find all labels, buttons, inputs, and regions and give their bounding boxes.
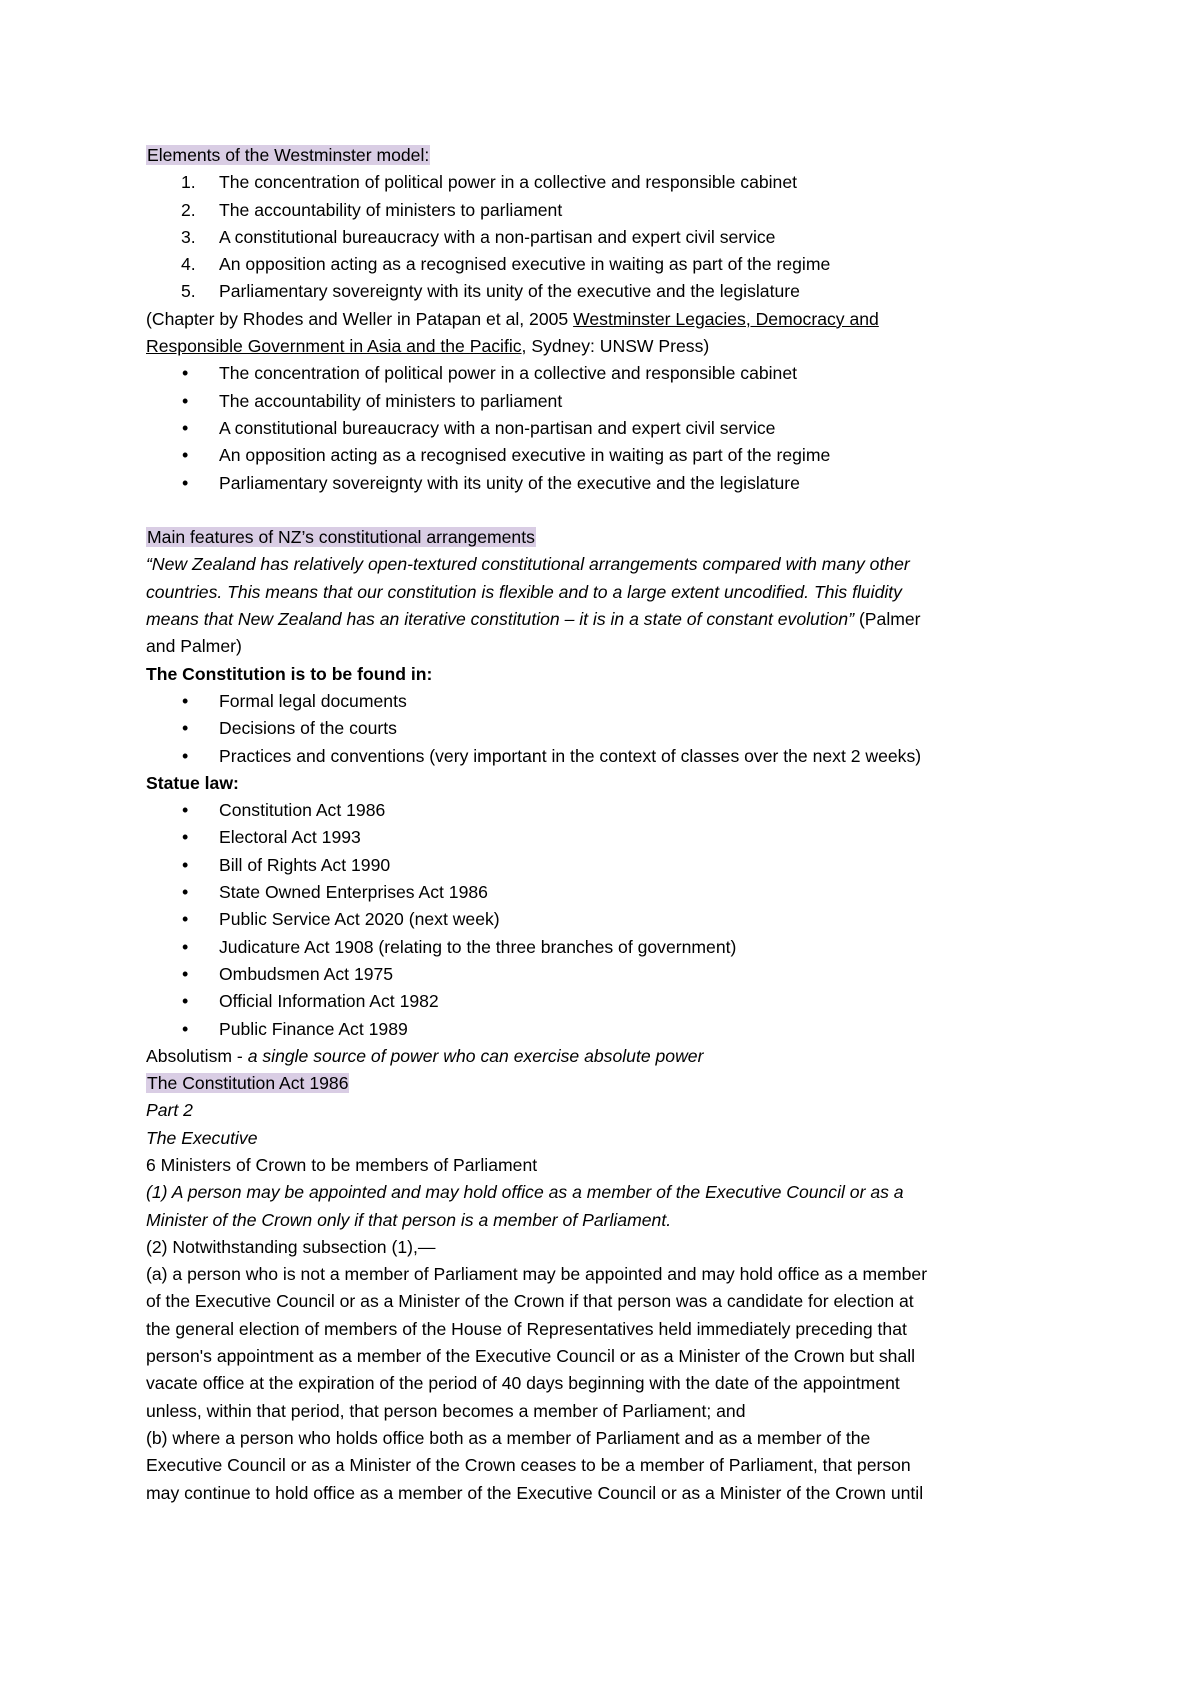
westminster-heading-line (146, 142, 1066, 169)
citation-line-2 (146, 333, 1066, 360)
bullet-icon: • (182, 472, 189, 493)
list-item (146, 688, 1066, 715)
list-item-text: The concentration of political power in a collective and responsible cabinet (219, 363, 797, 384)
list-item-text: Constitution Act 1986 (219, 800, 386, 821)
list-item-text: Official Information Act 1982 (219, 991, 439, 1012)
document-page (146, 142, 1066, 1507)
subsection-line: Minister of the Crown only if that person is a member of Parliament. (146, 1209, 672, 1230)
list-item-text: An opposition acting as a recognised executive in waiting as part of the regime (219, 445, 831, 466)
subsection-line: (2) Notwithstanding subsection (1),— (146, 1236, 436, 1257)
list-item-text: Public Service Act 2020 (next week) (219, 909, 500, 930)
nz-heading-line (146, 524, 1066, 551)
list-item-text: Judicature Act 1908 (relating to the three branches of government) (219, 936, 737, 957)
quote-attribution-cont: and Palmer) (146, 636, 242, 657)
subsection-line: may continue to hold office as a member of the Executive Council or as a Minister of the Crown until (146, 1482, 924, 1503)
list-item (146, 715, 1066, 742)
list-item (146, 852, 1066, 879)
bullet-icon: • (182, 745, 189, 766)
westminster-numbered-list (146, 169, 1066, 305)
westminster-heading: Elements of the Westminster model: (147, 145, 430, 165)
bullet-icon: • (182, 690, 189, 711)
subsection-line: the general election of members of the House of Representatives held immediately preceding that (146, 1318, 907, 1339)
absolutism-term: Absolutism - (146, 1045, 248, 1066)
list-item-text: Parliamentary sovereignty with its unity of the executive and the legislature (219, 472, 800, 493)
list-item-text: Bill of Rights Act 1990 (219, 854, 391, 875)
list-item-text: Public Finance Act 1989 (219, 1018, 408, 1039)
bullet-icon: • (182, 936, 189, 957)
list-item-text: Decisions of the courts (219, 718, 397, 739)
list-item (146, 224, 1066, 251)
list-item-text: The accountability of ministers to parliament (219, 199, 563, 220)
quote-line-last (146, 606, 1066, 633)
list-item (146, 934, 1066, 961)
bullet-icon: • (182, 718, 189, 739)
citation-prefix: (Chapter by Rhodes and Weller in Patapan et al, 2005 (146, 308, 574, 329)
bullet-icon: • (182, 991, 189, 1012)
part-label: Part 2 (146, 1100, 193, 1121)
bullet-icon: • (182, 854, 189, 875)
list-item (146, 169, 1066, 196)
list-item-text: Electoral Act 1993 (219, 827, 361, 848)
part-title: The Executive (146, 1127, 258, 1148)
list-item-text: The concentration of political power in a collective and responsible cabinet (219, 172, 797, 193)
subsection-line: (b) where a person who holds office both as a member of Parliament and as a member of the (146, 1427, 871, 1448)
bullet-icon: • (182, 417, 189, 438)
quote-line: means that New Zealand has an iterative constitution – it is in a state of constant evolution” (146, 609, 855, 630)
bullet-icon: • (182, 363, 189, 384)
found-in-heading: The Constitution is to be found in: (146, 663, 433, 684)
subsection-line: Executive Council or as a Minister of the Crown ceases to be a member of Parliament, that person (146, 1455, 911, 1476)
list-number: 3. (181, 226, 196, 247)
list-item-text: Formal legal documents (219, 690, 407, 711)
subsection-line: person's appointment as a member of the Executive Council or as a Minister of the Crown but shall (146, 1346, 916, 1367)
list-item (146, 442, 1066, 469)
list-item-text: State Owned Enterprises Act 1986 (219, 882, 488, 903)
list-item (146, 797, 1066, 824)
found-in-list (146, 688, 1066, 770)
list-item (146, 988, 1066, 1015)
list-item (146, 251, 1066, 278)
quote-attribution: (Palmer (854, 609, 921, 630)
list-item (146, 879, 1066, 906)
absolutism-text: a single source of power who can exercise absolute power (247, 1045, 704, 1066)
list-item-text: An opposition acting as a recognised executive in waiting as part of the regime (219, 254, 831, 275)
list-item (146, 743, 1066, 770)
citation-suffix: , Sydney: UNSW Press) (521, 336, 710, 357)
list-item (146, 470, 1066, 497)
list-item (146, 197, 1066, 224)
citation-title-part-1: Westminster Legacies, Democracy and (573, 308, 879, 329)
quote-line: “New Zealand has relatively open-textured constitutional arrangements compared with many other (146, 554, 910, 575)
list-item (146, 1016, 1066, 1043)
subsection-line: (a) a person who is not a member of Parliament may be appointed and may hold office as a member (146, 1264, 928, 1285)
bullet-icon: • (182, 800, 189, 821)
list-number: 5. (181, 281, 196, 302)
constitution-act-heading: The Constitution Act 1986 (147, 1073, 349, 1094)
list-number: 1. (181, 172, 196, 193)
quote-line: countries. This means that our constitution is flexible and to a large extent uncodified. This fluidity (146, 581, 902, 602)
list-item (146, 415, 1066, 442)
blank-line (146, 497, 1066, 524)
bullet-icon: • (182, 827, 189, 848)
constitution-act-heading-line (146, 1070, 1066, 1097)
bullet-icon: • (182, 1018, 189, 1039)
list-item (146, 278, 1066, 305)
subsection-line: (1) A person may be appointed and may hold office as a member of the Executive Council or as a (146, 1182, 904, 1203)
absolutism-definition (146, 1043, 1066, 1070)
list-item (146, 360, 1066, 387)
list-item (146, 961, 1066, 988)
citation-title-part-2: Responsible Government in Asia and the Pacific (146, 336, 522, 357)
bullet-icon: • (182, 909, 189, 930)
bullet-icon: • (182, 445, 189, 466)
list-number: 4. (181, 254, 196, 275)
bullet-icon: • (182, 963, 189, 984)
citation-line-1 (146, 306, 1066, 333)
list-item (146, 388, 1066, 415)
nz-heading: Main features of NZ’s constitutional arrangements (147, 527, 535, 548)
section-title: 6 Ministers of Crown to be members of Parliament (146, 1154, 538, 1175)
bullet-icon: • (182, 882, 189, 903)
bullet-icon: • (182, 390, 189, 411)
list-item-text: Ombudsmen Act 1975 (219, 963, 394, 984)
subsection-line: unless, within that period, that person becomes a member of Parliament; and (146, 1400, 746, 1421)
statute-heading: Statue law: (146, 772, 239, 793)
statute-list (146, 797, 1066, 1043)
subsection-line: of the Executive Council or as a Minister of the Crown if that person was a candidate for election at (146, 1291, 914, 1312)
list-item-text: A constitutional bureaucracy with a non-partisan and expert civil service (219, 417, 776, 438)
westminster-bullet-list (146, 360, 1066, 496)
list-item-text: The accountability of ministers to parliament (219, 390, 563, 411)
list-item-text: A constitutional bureaucracy with a non-partisan and expert civil service (219, 226, 776, 247)
list-number: 2. (181, 199, 196, 220)
list-item-text: Parliamentary sovereignty with its unity of the executive and the legislature (219, 281, 800, 302)
list-item (146, 906, 1066, 933)
list-item-text: Practices and conventions (very important in the context of classes over the next 2 weeks) (219, 745, 922, 766)
list-item (146, 824, 1066, 851)
subsection-line: vacate office at the expiration of the period of 40 days beginning with the date of the appointment (146, 1373, 900, 1394)
